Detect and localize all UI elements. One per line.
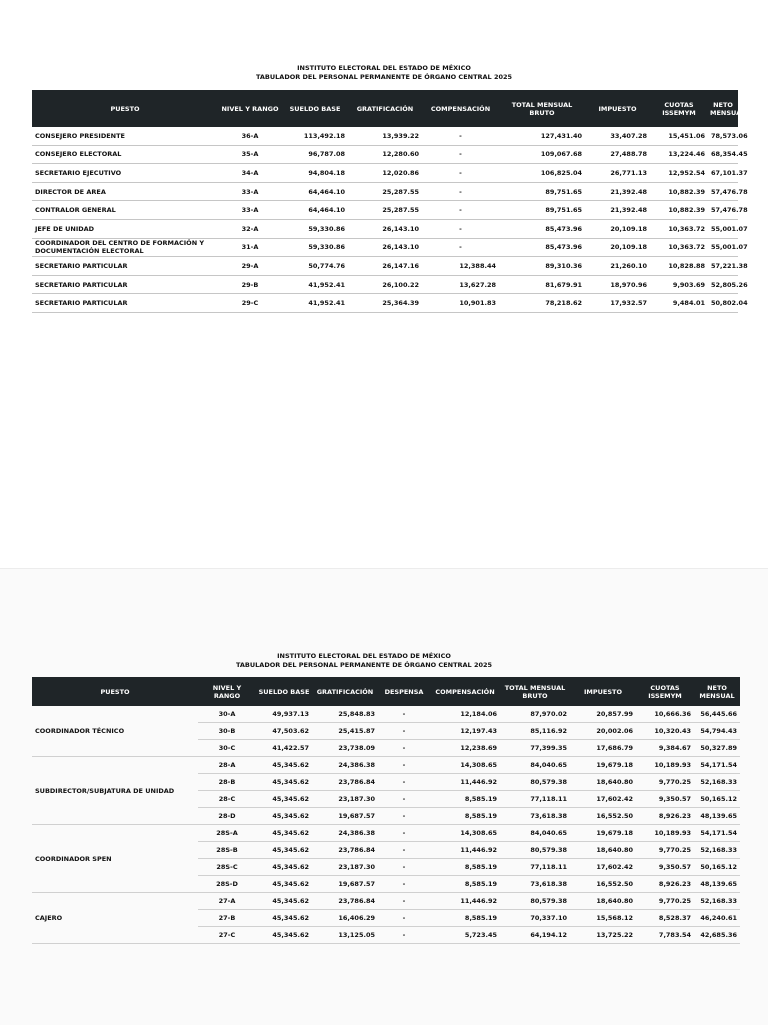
value-cell: 12,020.86 (348, 164, 422, 183)
value-cell: 5,723.45 (430, 927, 500, 944)
value-cell: 59,330.86 (282, 238, 348, 257)
value-cell: 36-A (218, 127, 282, 145)
value-cell: 21,392.48 (585, 182, 650, 201)
value-cell: 23,187.30 (312, 791, 378, 808)
table-row (32, 182, 738, 201)
value-cell: 54,171.54 (694, 757, 740, 774)
puesto-cell: COORDINADOR SPEN (32, 825, 198, 893)
value-cell: 77,399.35 (500, 740, 570, 757)
column-header: GRATIFICACIÓN (348, 90, 422, 127)
value-cell: 21,392.48 (585, 201, 650, 220)
value-cell: 28S-D (198, 876, 256, 893)
puesto-cell: CONSEJERO ELECTORAL (32, 145, 218, 164)
value-cell: 94,804.18 (282, 164, 348, 183)
table-row (32, 706, 740, 723)
page-2-title-line-2: TABULADOR DEL PERSONAL PERMANENTE DE ÓRGANO CENTRAL 2025 (235, 661, 493, 669)
value-cell: - (378, 927, 430, 944)
value-cell: 26,100.22 (348, 275, 422, 294)
value-cell: 67,101.37 (708, 164, 738, 183)
value-cell: 77,118.11 (500, 859, 570, 876)
value-cell: 23,786.84 (312, 774, 378, 791)
column-header: TOTAL MENSUAL BRUTO (500, 677, 570, 706)
column-header: NIVEL Y RANGO (218, 90, 282, 127)
value-cell: 12,388.44 (422, 257, 499, 276)
value-cell: 25,287.55 (348, 201, 422, 220)
value-cell: 26,147.16 (348, 257, 422, 276)
value-cell: 78,573.06 (708, 127, 738, 145)
value-cell: - (378, 842, 430, 859)
column-header: SUELDO BASE (282, 90, 348, 127)
column-header: PUESTO (32, 677, 198, 706)
value-cell: 8,528.37 (636, 910, 694, 927)
column-header: DESPENSA (378, 677, 430, 706)
value-cell: 85,473.96 (499, 219, 585, 238)
value-cell: 85,473.96 (499, 238, 585, 257)
value-cell: 8,585.19 (430, 859, 500, 876)
value-cell: 45,345.62 (256, 927, 312, 944)
value-cell: 87,970.02 (500, 706, 570, 723)
value-cell: 29-C (218, 294, 282, 313)
value-cell: 9,903.69 (650, 275, 708, 294)
value-cell: 27,488.78 (585, 145, 650, 164)
value-cell: 68,354.45 (708, 145, 738, 164)
column-header: IMPUESTO (585, 90, 650, 127)
value-cell: 28-C (198, 791, 256, 808)
column-header: GRATIFICACIÓN (312, 677, 378, 706)
column-header: PUESTO (32, 90, 218, 127)
value-cell: 28-A (198, 757, 256, 774)
value-cell: 52,805.26 (708, 275, 738, 294)
value-cell: 19,687.57 (312, 876, 378, 893)
value-cell: 57,221.38 (708, 257, 738, 276)
value-cell: 45,345.62 (256, 791, 312, 808)
value-cell: 30-B (198, 723, 256, 740)
value-cell: 64,464.10 (282, 201, 348, 220)
value-cell: 127,431.40 (499, 127, 585, 145)
value-cell: 50,165.12 (694, 791, 740, 808)
value-cell: 45,345.62 (256, 859, 312, 876)
table-row (32, 219, 738, 238)
value-cell: 81,679.91 (499, 275, 585, 294)
table-row (32, 201, 738, 220)
value-cell: - (378, 910, 430, 927)
value-cell: 27-A (198, 893, 256, 910)
value-cell: 89,751.65 (499, 201, 585, 220)
value-cell: 59,330.86 (282, 219, 348, 238)
value-cell: 26,771.13 (585, 164, 650, 183)
column-header: CUOTAS ISSEMYM (650, 90, 708, 127)
value-cell: 46,240.61 (694, 910, 740, 927)
value-cell: 18,640.80 (570, 774, 636, 791)
value-cell: 15,568.12 (570, 910, 636, 927)
puesto-cell: DIRECTOR DE AREA (32, 182, 218, 201)
value-cell: 12,197.43 (430, 723, 500, 740)
table-row (32, 825, 740, 842)
puesto-cell: COORDINADOR DEL CENTRO DE FORMACIÓN Y DOCUMENTACIÓN ELECTORAL (32, 238, 218, 257)
value-cell: 17,686.79 (570, 740, 636, 757)
salary-table-1 (32, 90, 748, 313)
value-cell: 19,679.18 (570, 757, 636, 774)
table-row (32, 257, 738, 276)
value-cell: 26,143.10 (348, 238, 422, 257)
value-cell: 55,001.07 (708, 238, 738, 257)
value-cell: - (378, 723, 430, 740)
value-cell: 96,787.08 (282, 145, 348, 164)
value-cell: - (378, 808, 430, 825)
value-cell: 27-B (198, 910, 256, 927)
column-header: CUOTAS ISSEMYM (636, 677, 694, 706)
value-cell: 56,445.66 (694, 706, 740, 723)
value-cell: 23,738.09 (312, 740, 378, 757)
value-cell: 9,770.25 (636, 774, 694, 791)
puesto-cell: CONSEJERO PRESIDENTE (32, 127, 218, 145)
value-cell: 17,932.57 (585, 294, 650, 313)
value-cell: 13,125.05 (312, 927, 378, 944)
column-header: TOTAL MENSUAL BRUTO (499, 90, 585, 127)
column-header: COMPENSACIÓN (430, 677, 500, 706)
value-cell: 9,384.67 (636, 740, 694, 757)
value-cell: 8,585.19 (430, 876, 500, 893)
page-1-title-line-1: INSTITUTO ELECTORAL DEL ESTADO DE MÉXICO (297, 64, 471, 72)
value-cell: 14,308.65 (430, 757, 500, 774)
column-header: NETO MENSUAL (708, 90, 738, 127)
puesto-cell: JEFE DE UNIDAD (32, 219, 218, 238)
puesto-cell: SECRETARIO PARTICULAR (32, 294, 218, 313)
value-cell: 48,139.65 (694, 808, 740, 825)
value-cell: 35-A (218, 145, 282, 164)
value-cell: 84,040.65 (500, 825, 570, 842)
value-cell: 13,939.22 (348, 127, 422, 145)
value-cell: 29-B (218, 275, 282, 294)
table-row (32, 164, 738, 183)
value-cell: 9,350.57 (636, 859, 694, 876)
value-cell: 55,001.07 (708, 219, 738, 238)
value-cell: 30-C (198, 740, 256, 757)
value-cell: 15,451.06 (650, 127, 708, 145)
value-cell: 11,446.92 (430, 893, 500, 910)
value-cell: 49,937.13 (256, 706, 312, 723)
value-cell: 73,618.38 (500, 876, 570, 893)
value-cell: 47,503.62 (256, 723, 312, 740)
value-cell: 28S-C (198, 859, 256, 876)
table-2-header-row (32, 677, 740, 706)
value-cell: 52,168.33 (694, 774, 740, 791)
value-cell: 73,618.38 (500, 808, 570, 825)
value-cell: 20,857.99 (570, 706, 636, 723)
value-cell: - (378, 774, 430, 791)
value-cell: 113,492.18 (282, 127, 348, 145)
value-cell: - (378, 740, 430, 757)
value-cell: 10,828.88 (650, 257, 708, 276)
value-cell: 19,687.57 (312, 808, 378, 825)
value-cell: 89,310.36 (499, 257, 585, 276)
value-cell: 57,476.78 (708, 201, 738, 220)
value-cell: 54,171.54 (694, 825, 740, 842)
value-cell: 8,926.23 (636, 876, 694, 893)
value-cell: 33-A (218, 182, 282, 201)
value-cell: 10,666.36 (636, 706, 694, 723)
value-cell: 41,422.57 (256, 740, 312, 757)
table-row (32, 294, 738, 313)
value-cell: 48,139.65 (694, 876, 740, 893)
value-cell: 8,585.19 (430, 910, 500, 927)
value-cell: 10,882.39 (650, 182, 708, 201)
value-cell: 45,345.62 (256, 910, 312, 927)
value-cell: 50,774.76 (282, 257, 348, 276)
value-cell: 10,363.72 (650, 238, 708, 257)
value-cell: - (378, 876, 430, 893)
value-cell: 10,901.83 (422, 294, 499, 313)
value-cell: - (422, 182, 499, 201)
table-1-header-row (32, 90, 738, 127)
value-cell: - (422, 127, 499, 145)
value-cell: - (422, 164, 499, 183)
value-cell: 106,825.04 (499, 164, 585, 183)
value-cell: 64,464.10 (282, 182, 348, 201)
value-cell: 45,345.62 (256, 757, 312, 774)
puesto-cell: COORDINADOR TÉCNICO (32, 706, 198, 757)
page-2-title (0, 652, 748, 670)
value-cell: - (422, 219, 499, 238)
value-cell: 7,783.54 (636, 927, 694, 944)
value-cell: 9,770.25 (636, 893, 694, 910)
value-cell: 9,770.25 (636, 842, 694, 859)
value-cell: 11,446.92 (430, 842, 500, 859)
value-cell: 8,585.19 (430, 791, 500, 808)
value-cell: 28-B (198, 774, 256, 791)
value-cell: - (378, 791, 430, 808)
value-cell: 45,345.62 (256, 808, 312, 825)
value-cell: 50,327.89 (694, 740, 740, 757)
table-2-body (32, 706, 740, 944)
value-cell: 20,002.06 (570, 723, 636, 740)
value-cell: 10,363.72 (650, 219, 708, 238)
table-1-body (32, 127, 748, 312)
value-cell: - (378, 893, 430, 910)
value-cell: 28S-B (198, 842, 256, 859)
value-cell: 12,952.54 (650, 164, 708, 183)
value-cell: 26,143.10 (348, 219, 422, 238)
value-cell: 16,406.29 (312, 910, 378, 927)
value-cell: - (378, 757, 430, 774)
value-cell: - (422, 201, 499, 220)
value-cell: - (378, 706, 430, 723)
value-cell: 12,238.69 (430, 740, 500, 757)
value-cell: 52,168.33 (694, 893, 740, 910)
document-page-2 (0, 568, 768, 1025)
value-cell: 23,786.84 (312, 893, 378, 910)
value-cell: 78,218.62 (499, 294, 585, 313)
column-header: NIVEL Y RANGO (198, 677, 256, 706)
salary-table-2 (32, 677, 740, 944)
value-cell: 10,320.43 (636, 723, 694, 740)
value-cell: 24,386.38 (312, 825, 378, 842)
value-cell: 45,345.62 (256, 825, 312, 842)
table-row (32, 757, 740, 774)
value-cell: 17,602.42 (570, 859, 636, 876)
value-cell: 45,345.62 (256, 842, 312, 859)
value-cell: 27-C (198, 927, 256, 944)
page-1-title-line-2: TABULADOR DEL PERSONAL PERMANENTE DE ÓRGANO CENTRAL 2025 (255, 73, 513, 81)
value-cell: 21,260.10 (585, 257, 650, 276)
value-cell: 12,280.60 (348, 145, 422, 164)
value-cell: 80,579.38 (500, 893, 570, 910)
value-cell: 80,579.38 (500, 774, 570, 791)
value-cell: 29-A (218, 257, 282, 276)
table-row (32, 127, 738, 145)
value-cell: 85,116.92 (500, 723, 570, 740)
value-cell: 45,345.62 (256, 774, 312, 791)
value-cell: 23,786.84 (312, 842, 378, 859)
value-cell: 50,802.04 (708, 294, 738, 313)
value-cell: 18,640.80 (570, 842, 636, 859)
value-cell: 54,794.43 (694, 723, 740, 740)
value-cell: 19,679.18 (570, 825, 636, 842)
value-cell: 41,952.41 (282, 294, 348, 313)
table-row (32, 145, 738, 164)
value-cell: 13,224.46 (650, 145, 708, 164)
value-cell: 30-A (198, 706, 256, 723)
value-cell: 10,882.39 (650, 201, 708, 220)
value-cell: 77,118.11 (500, 791, 570, 808)
page-1-title (0, 64, 768, 82)
puesto-cell: CAJERO (32, 893, 198, 944)
puesto-cell: SECRETARIO PARTICULAR (32, 257, 218, 276)
value-cell: 89,751.65 (499, 182, 585, 201)
value-cell: 25,364.39 (348, 294, 422, 313)
value-cell: 17,602.42 (570, 791, 636, 808)
value-cell: 25,848.83 (312, 706, 378, 723)
value-cell: 28S-A (198, 825, 256, 842)
table-row (32, 238, 738, 257)
value-cell: 34-A (218, 164, 282, 183)
value-cell: 45,345.62 (256, 876, 312, 893)
value-cell: 50,165.12 (694, 859, 740, 876)
value-cell: 23,187.30 (312, 859, 378, 876)
value-cell: 12,184.06 (430, 706, 500, 723)
value-cell: 25,415.87 (312, 723, 378, 740)
value-cell: - (378, 859, 430, 876)
value-cell: 20,109.18 (585, 238, 650, 257)
value-cell: 41,952.41 (282, 275, 348, 294)
value-cell: 109,067.68 (499, 145, 585, 164)
page-2-title-line-1: INSTITUTO ELECTORAL DEL ESTADO DE MÉXICO (277, 652, 451, 660)
column-header: SUELDO BASE (256, 677, 312, 706)
table-row (32, 275, 738, 294)
value-cell: 10,189.93 (636, 757, 694, 774)
value-cell: 13,627.28 (422, 275, 499, 294)
value-cell: 80,579.38 (500, 842, 570, 859)
value-cell: 8,585.19 (430, 808, 500, 825)
value-cell: 18,640.80 (570, 893, 636, 910)
value-cell: 64,194.12 (500, 927, 570, 944)
value-cell: 13,725.22 (570, 927, 636, 944)
table-row (32, 893, 740, 910)
value-cell: 25,287.55 (348, 182, 422, 201)
puesto-cell: SECRETARIO EJECUTIVO (32, 164, 218, 183)
puesto-cell: CONTRALOR GENERAL (32, 201, 218, 220)
value-cell: 31-A (218, 238, 282, 257)
value-cell: 8,926.23 (636, 808, 694, 825)
value-cell: 18,970.96 (585, 275, 650, 294)
value-cell: 16,552.50 (570, 808, 636, 825)
value-cell: - (422, 238, 499, 257)
value-cell: 11,446.92 (430, 774, 500, 791)
value-cell: 45,345.62 (256, 893, 312, 910)
value-cell: 52,168.33 (694, 842, 740, 859)
puesto-cell: SUBDIRECTOR/SUBJATURA DE UNIDAD (32, 757, 198, 825)
column-header: COMPENSACIÓN (422, 90, 499, 127)
value-cell: 9,350.57 (636, 791, 694, 808)
puesto-cell: SECRETARIO PARTICULAR (32, 275, 218, 294)
column-header: NETO MENSUAL (694, 677, 740, 706)
value-cell: 9,484.01 (650, 294, 708, 313)
value-cell: 24,386.38 (312, 757, 378, 774)
value-cell: 57,476.78 (708, 182, 738, 201)
value-cell: 33,407.28 (585, 127, 650, 145)
value-cell: 33-A (218, 201, 282, 220)
value-cell: - (422, 145, 499, 164)
value-cell: 32-A (218, 219, 282, 238)
value-cell: 20,109.18 (585, 219, 650, 238)
value-cell: 42,685.36 (694, 927, 740, 944)
value-cell: 28-D (198, 808, 256, 825)
value-cell: - (378, 825, 430, 842)
value-cell: 14,308.65 (430, 825, 500, 842)
value-cell: 10,189.93 (636, 825, 694, 842)
value-cell: 84,040.65 (500, 757, 570, 774)
column-header: IMPUESTO (570, 677, 636, 706)
value-cell: 16,552.50 (570, 876, 636, 893)
value-cell: 70,337.10 (500, 910, 570, 927)
